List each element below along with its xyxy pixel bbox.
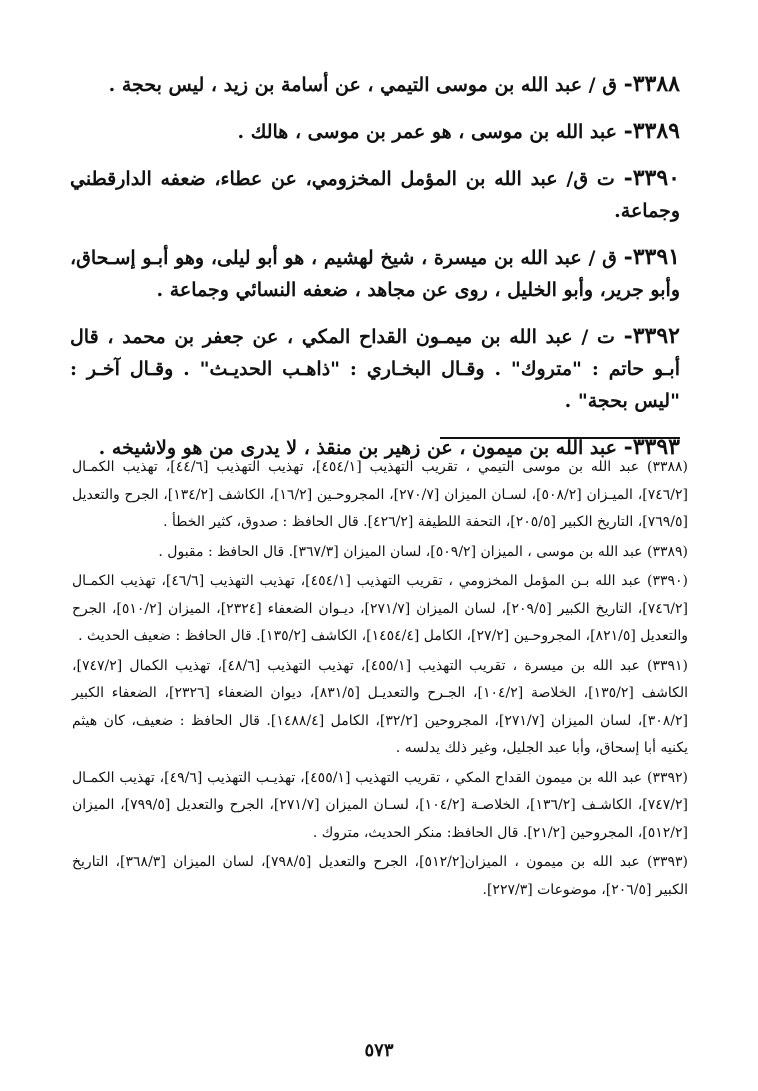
footnote-number: (٣٣٩١)	[646, 657, 688, 674]
entry-text: ت / عبد الله بن ميمـون القداح المكي ، عن جعفر بن محمد ، قال أبـو حاتم : "متروك" . وقـال البخـاري : "ذاهـب الحديـث" . وقـال آخـر : "ليس بحجة" .	[70, 326, 680, 412]
page-number: ٥٧٣	[364, 1040, 394, 1061]
entry-text: ت ق/ عبد الله بن المؤمل المخزومي، عن عطاء، ضعفه الدارقطني وجماعة.	[70, 168, 680, 222]
footnote-number: (٣٣٩٣)	[646, 854, 688, 870]
entry-3388	[70, 68, 680, 101]
entry-number: ٣٣٨٨-	[623, 71, 680, 97]
entry-3391	[70, 241, 680, 306]
footnote-text: عبد الله بن ميمون القداح المكي ، تقريب التهذيب [٤٥٥/١]، تهذيـب التهذيب [٤٩/٦]، تهذيب الكمـال [٧٤٧/٢]، الكاشـف [١٣٦/٢]، الخلاصـة [١٠٤/٢]، لسـان الميزان [٢٧١/٧]، الجرح والتعديل [٧٩٩/٥]، الميزان [٥١٢/٢]، المجروحين [٢١/٢]. قال الحافظ: منكر الحديث، متروك .	[72, 769, 688, 841]
entry-number: ٣٣٩٠-	[623, 165, 680, 191]
footnote-text: عبد الله بن موسى ، الميزان [٥٠٩/٢]، لسان الميزان [٣٦٧/٣]. قال الحافظ : مقبول .	[158, 543, 643, 560]
footnote-text: عبد الله بن ميسرة ، تقريب التهذيب [٤٥٥/١]، تهذيب التهذيب [٤٨/٦]، تهذيب الكمال [٧٤٧/٢]، الكاشف [١٣٥/٢]، الخلاصة [١٠٤/٢]، الجـرح والتعديـل [٨٣١/٥]، ديوان الضعفاء [٢٣٢٦]، الضعفاء الكبير [٣٠٨/٢]، لسان الميزان [٢٧١/٧]، المجروحين [٣٢/٢]، الكامل [١٤٨٨/٤]. قال الحافظ : ضعيف، كان هيثم يكنيه أبا إسحاق، وأبا عبد الجليل، وغير ذلك يدلسه .	[72, 657, 689, 756]
footnote-number: (٣٣٨٩)	[646, 543, 688, 560]
footnote-3393	[72, 849, 688, 904]
main-entries	[70, 68, 680, 478]
entry-number: ٣٣٩١-	[623, 244, 680, 270]
footnote-3390	[72, 568, 688, 651]
footnotes	[72, 454, 688, 906]
footnote-number: (٣٣٩٠)	[647, 573, 689, 589]
entry-number: ٣٣٨٩-	[623, 118, 680, 144]
entry-text: ق / عبد الله بن ميسرة ، شيخ لهشيم ، هو أبو ليلى، وهو أبـو إسـحاق، وأبو جرير، وأبو الخليل ، روى عن مجاهد ، ضعفه النسائي وجماعة .	[70, 247, 680, 301]
footnote-number: (٣٣٩٢)	[647, 769, 689, 786]
footnote-3392	[72, 765, 688, 848]
footnote-text: عبد الله بـن المؤمل المخزومي ، تقريب التهذيب [٤٥٤/١]، تهذيب التهذيب [٤٦/٦]، تهذيب الكمـال [٧٤٦/٢]، التاريخ الكبير [٢٠٩/٥]، لسان الميزان [٢٧١/٧]، ديـوان الضعفاء [٢٣٢٤]، الميزان [٥١٠/٢]، الجرح والتعديل [٨٢١/٥]، المجروحـين [٢٧/٢]، الكامل [١٤٥٤/٤]، الكاشف [١٣٥/٢]. قال الحافظ : ضعيف الحديث .	[72, 573, 688, 644]
entry-text: عبد الله بن ميمون ، عن زهير بن منقذ ، لا يدرى من هو ولاشيخه .	[98, 437, 617, 459]
entry-3389	[70, 115, 680, 148]
footnote-3391	[72, 653, 688, 763]
entry-3392	[70, 320, 680, 417]
footnote-separator	[440, 437, 680, 439]
entry-number: ٣٣٩٣-	[623, 434, 680, 460]
footnote-3389	[72, 539, 688, 567]
footnote-3388	[72, 454, 688, 537]
footnote-number: (٣٣٨٨)	[646, 459, 688, 475]
entry-text: ق / عبد الله بن موسى التيمي ، عن أسامة بن زيد ، ليس بحجة .	[108, 74, 617, 96]
footnote-text: عبد الله بن موسى التيمي ، تقريب التهذيب [٤٥٤/١]، تهذيب التهذيب [٤٤/٦]، تهذيب الكمـال [٧٤٦/٢]، الميـزان [٥٠٨/٢]، لسـان الميزان [٢٧٠/٧]، المجروحـين [١٦/٢]، الكاشف [١٣٤/٢]، الجرح والتعديل [٧٦٩/٥]، التاريخ الكبير [٢٠٥/٥]، التحفة اللطيفة [٤٢٦/٢]. قال الحافظ : صدوق، كثير الخطأ .	[72, 459, 688, 530]
entry-3390	[70, 162, 680, 227]
entry-text: عبد الله بن موسى ، هو عمر بن موسى ، هالك .	[237, 121, 617, 143]
footnote-text: عبد الله بن ميمون ، الميزان[٥١٢/٢]، الجرح والتعديل [٧٩٨/٥]، لسان الميزان [٣٦٨/٣]، التاريخ الكبير [٢٠٦/٥]، موضوعات [٢٢٧/٣].	[72, 854, 688, 898]
entry-number: ٣٣٩٢-	[623, 323, 680, 349]
